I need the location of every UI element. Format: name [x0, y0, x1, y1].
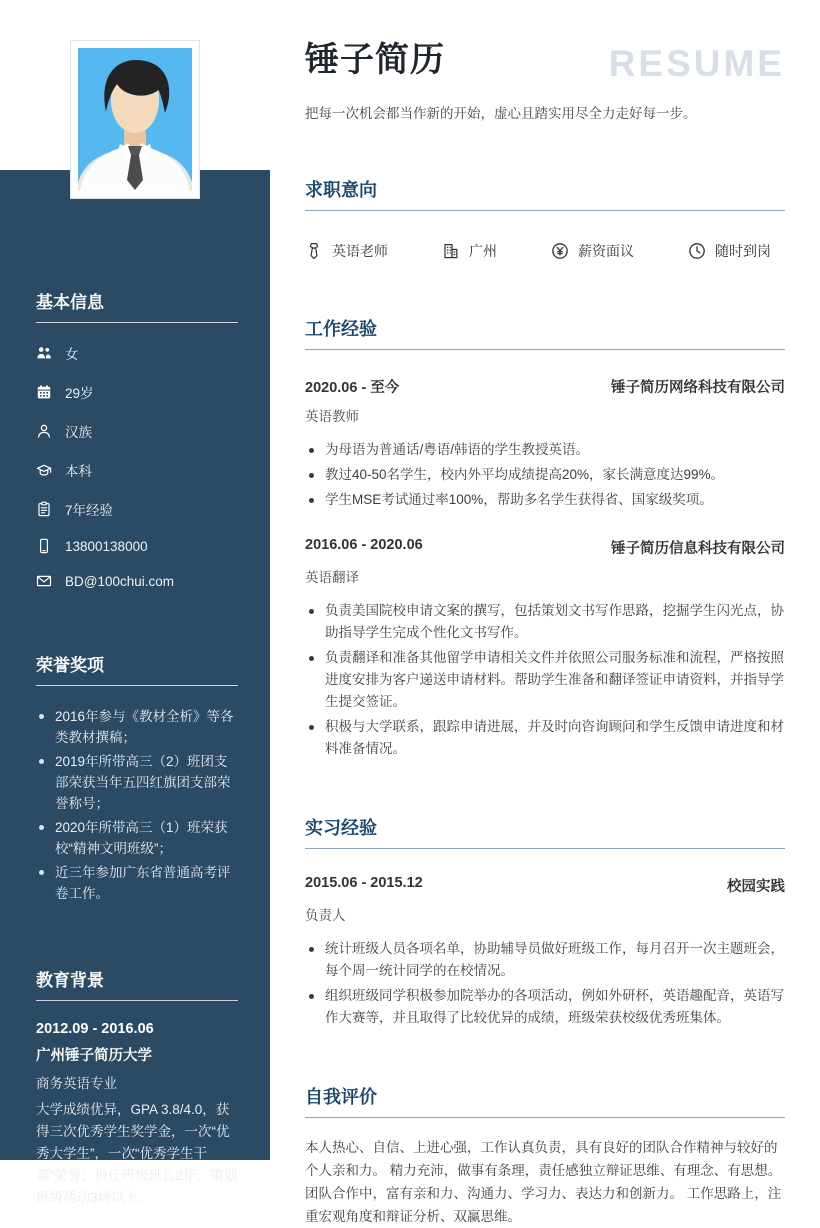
- info-value-email: BD@100chui.com: [65, 573, 175, 589]
- internship-role: 负责人: [305, 908, 346, 924]
- work-experience-title: 工作经验: [305, 315, 785, 350]
- intent-city-label: 广州: [469, 243, 497, 260]
- job-bullet: 为母语为普通话/粤语/韩语的学生教授英语。: [305, 439, 785, 461]
- info-item-email: [36, 573, 238, 589]
- job-period: 2020.06 - 至今: [305, 380, 400, 397]
- intent-availability: [688, 241, 771, 261]
- email-icon: [36, 573, 52, 589]
- info-item-experience: [36, 499, 238, 519]
- self-evaluation-section: [305, 1083, 785, 1228]
- job-bullets: [305, 600, 785, 760]
- education-period: 2012.09 - 2016.06: [36, 1021, 154, 1037]
- info-item-phone: [36, 538, 238, 554]
- info-value-age: 29岁: [65, 386, 94, 401]
- internship-head: [305, 875, 785, 896]
- internship-title: 实习经验: [305, 814, 785, 849]
- honors-title: 荣誉奖项: [36, 651, 238, 686]
- main-column: [270, 0, 820, 1225]
- job-entry: [305, 537, 785, 760]
- job-head: [305, 376, 785, 397]
- salary-icon: [551, 242, 569, 260]
- intent-position-label: 英语老师: [332, 243, 388, 260]
- job-role: 英语翻译: [305, 570, 359, 586]
- gender-icon: [36, 345, 52, 361]
- education-section: [36, 966, 238, 1209]
- job-head: [305, 537, 785, 558]
- info-item-ethnicity: [36, 421, 238, 441]
- basic-info-section: [36, 288, 238, 589]
- sidebar-body: [0, 288, 270, 1209]
- honors-item: 近三年参加广东省普通高考评卷工作。: [36, 862, 238, 904]
- job-intention-section: [305, 176, 785, 261]
- honors-section: [36, 651, 238, 904]
- internship-section: [305, 814, 785, 1029]
- internship-bullets: [305, 938, 785, 1029]
- internship-company: 校园实践: [727, 879, 785, 896]
- tagline: 把每一次机会都当作新的开始，虚心且踏实用尽全力走好每一步。: [305, 106, 697, 122]
- job-intention-title: 求职意向: [305, 176, 785, 211]
- work-experience-section: [305, 315, 785, 760]
- sidebar: [0, 0, 270, 1205]
- job-bullet: 积极与大学联系，跟踪申请进展，并及时向咨询顾问和学生反馈申请进度和材料准备情况。: [305, 716, 785, 760]
- info-value-ethnicity: 汉族: [65, 425, 92, 440]
- clock-icon: [688, 242, 706, 260]
- info-value-experience: 7年经验: [65, 503, 114, 518]
- tie-icon: [305, 242, 323, 260]
- info-value-phone: 13800138000: [65, 538, 148, 554]
- honors-item: 2020年所带高三（1）班荣获校“精神文明班级”；: [36, 817, 238, 859]
- intent-position: [305, 241, 388, 261]
- job-company: 锤子简历网络科技有限公司: [611, 380, 785, 397]
- header: [305, 40, 785, 86]
- degree-icon: [36, 462, 52, 478]
- job-bullet: 教过40-50名学生，校内外平均成绩提高20%，家长满意度达99%。: [305, 464, 785, 486]
- job-bullet: 学生MSE考试通过率100%，帮助多名学生获得省、国家级奖项。: [305, 489, 785, 511]
- info-item-age: [36, 382, 238, 402]
- internship-entry: [305, 875, 785, 1029]
- intent-salary: [551, 241, 634, 261]
- honors-list: [36, 706, 238, 904]
- honors-item: 2019年所带高三（2）班团支部荣获当年五四红旗团支部荣誉称号；: [36, 751, 238, 814]
- job-company: 锤子简历信息科技有限公司: [611, 541, 785, 558]
- job-role: 英语教师: [305, 409, 359, 425]
- info-item-gender: [36, 343, 238, 363]
- basic-info-title: 基本信息: [36, 288, 238, 323]
- job-bullets: [305, 439, 785, 511]
- intent-city: [442, 241, 497, 261]
- internship-bullet: 组织班级同学积极参加院举办的各项活动，例如外研杯，英语趣配音，英语写作大赛等，并且取得了比较优异的成绩，班级荣获校级优秀班集体。: [305, 985, 785, 1029]
- education-description: 大学成绩优异，GPA 3.8/4.0，获得三次优秀学生奖学金，一次“优秀大学生”，一次“优秀学生干部”荣誉；担任班级班长2年，策划班级活动3场以上。: [36, 1102, 238, 1205]
- intent-salary-label: 薪资面议: [578, 243, 634, 260]
- building-icon: [442, 242, 460, 260]
- resume-watermark: RESUME: [608, 43, 785, 84]
- education-major: 商务英语专业: [36, 1076, 117, 1091]
- avatar: [78, 48, 192, 191]
- job-entry: [305, 376, 785, 511]
- profile-photo: [71, 41, 199, 198]
- intent-availability-label: 随时到岗: [715, 243, 771, 260]
- education-title: 教育背景: [36, 966, 238, 1001]
- info-item-degree: [36, 460, 238, 480]
- age-icon: [36, 384, 52, 400]
- avatar-illustration: [78, 48, 192, 191]
- internship-period: 2015.06 - 2015.12: [305, 875, 423, 892]
- page-title: 锤子简历: [305, 41, 445, 79]
- job-bullet: 负责翻译和准备其他留学申请相关文件并依照公司服务标准和流程，严格按照进度安排为客户递送申请材料。帮助学生准备和翻译签证申请资料，并指导学生提交签证。: [305, 647, 785, 713]
- internship-bullet: 统计班级人员各项名单，协助辅导员做好班级工作，每月召开一次主题班会，每个周一统计同学的在校情况。: [305, 938, 785, 982]
- job-period: 2016.06 - 2020.06: [305, 537, 423, 554]
- info-value-degree: 本科: [65, 464, 92, 479]
- self-evaluation-content: 本人热心、自信、上进心强，工作认真负责，具有良好的团队合作精神与较好的个人亲和力。 精力充沛，做事有条理，责任感独立辩证思维、有理念、有思想。 团队合作中，富有亲和力、沟通力、学习力、表达力和创新力。 工作思路上，注重宏观角度和辩证分析、双赢思维。: [305, 1140, 782, 1225]
- honors-item: 2016年参与《教材全析》等各类教材撰稿；: [36, 706, 238, 748]
- ethnicity-icon: [36, 423, 52, 439]
- education-school: 广州锤子简历大学: [36, 1048, 152, 1064]
- self-evaluation-title: 自我评价: [305, 1083, 785, 1118]
- job-intention-row: [305, 241, 785, 261]
- job-bullet: 负责美国院校申请文案的撰写，包括策划文书写作思路，挖掘学生闪光点，协助指导学生完成个性化文书写作。: [305, 600, 785, 644]
- info-value-gender: 女: [65, 347, 79, 362]
- phone-icon: [36, 538, 52, 554]
- experience-icon: [36, 501, 52, 517]
